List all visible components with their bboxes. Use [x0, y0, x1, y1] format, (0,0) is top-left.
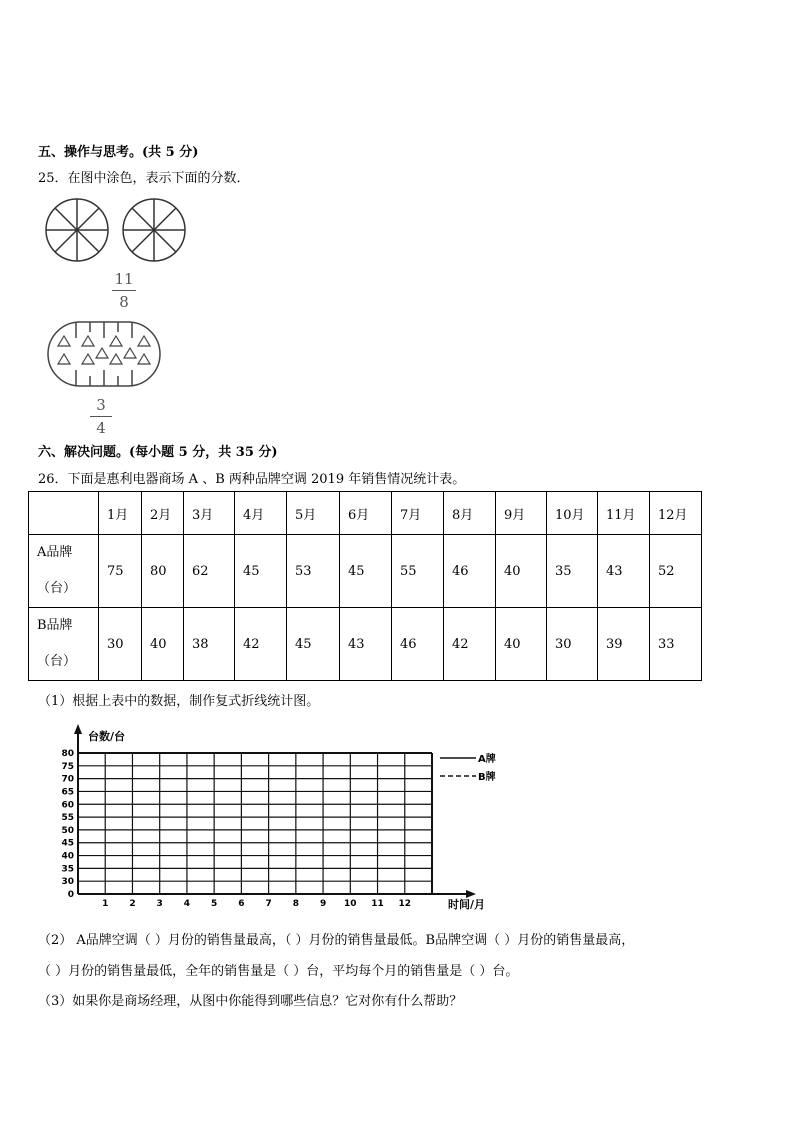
table-cell: 42 — [444, 608, 496, 681]
table-cell: 52 — [650, 535, 702, 608]
table-corner-cell — [29, 492, 99, 535]
table-cell: 46 — [444, 535, 496, 608]
q26-stem: 26．下面是惠利电器商场 A 、B 两种品牌空调 2019 年销售情况统计表。 — [38, 472, 466, 487]
y-axis-title: 台数/台 — [88, 730, 126, 743]
fraction1-numerator: 11 — [114, 270, 134, 288]
table-cell: 75 — [99, 535, 142, 608]
q26-sub2-line2: （ ）月份的销售量最低，全年的销售量是（ ）台，平均每个月的销售量是（ ）台。 — [38, 964, 519, 979]
fraction2-denominator: 4 — [96, 419, 106, 437]
y-tick-label: 60 — [61, 800, 74, 811]
q26-sub3: （3）如果你是商场经理，从图中你能得到哪些信息？它对你有什么帮助？ — [38, 994, 463, 1009]
y-axis-arrow — [74, 724, 82, 734]
legend-label: B牌 — [478, 772, 496, 783]
month-header: 10月 — [547, 492, 598, 535]
table-row-brand-b — [29, 608, 702, 681]
fraction2-numerator: 3 — [96, 396, 106, 414]
fraction-11-8 — [112, 270, 136, 311]
fraction1-denominator: 8 — [119, 293, 129, 311]
table-cell: 45 — [235, 535, 287, 608]
month-header: 6月 — [340, 492, 392, 535]
table-cell: 43 — [598, 535, 650, 608]
triangles-oval-figure — [46, 318, 164, 390]
circles-figure — [42, 196, 192, 266]
table-cell: 35 — [547, 535, 598, 608]
table-cell: 45 — [340, 535, 392, 608]
x-tick-label: 1 — [102, 899, 109, 909]
table-cell: 40 — [496, 608, 547, 681]
month-header: 8月 — [444, 492, 496, 535]
table-cell: 30 — [547, 608, 598, 681]
row-label-line2: （台） — [37, 654, 77, 669]
table-header-row — [29, 492, 702, 535]
y-tick-label: 45 — [61, 838, 74, 849]
x-tick-label: 12 — [398, 899, 412, 909]
table-cell: 38 — [184, 608, 235, 681]
y-tick-label: 55 — [61, 813, 74, 824]
y-tick-label: 75 — [61, 761, 74, 772]
section5-heading: 五、操作与思考。(共 5 分) — [38, 145, 199, 160]
table-cell: 30 — [99, 608, 142, 681]
x-tick-label: 9 — [319, 899, 327, 909]
x-axis-title: 时间/月 — [448, 898, 486, 911]
table-cell: 40 — [142, 608, 184, 681]
table-cell: 40 — [496, 535, 547, 608]
y-tick-label: 35 — [61, 864, 74, 875]
q26-sub1: （1）根据上表中的数据，制作复式折线统计图。 — [38, 694, 320, 709]
table-cell: 45 — [287, 608, 340, 681]
row-label-brand-a — [29, 535, 99, 608]
x-tick-label: 11 — [371, 899, 384, 909]
x-tick-label: 6 — [238, 899, 245, 909]
y-tick-label: 65 — [61, 787, 74, 798]
month-header: 9月 — [496, 492, 547, 535]
y-tick-label: 40 — [61, 851, 74, 862]
month-header: 11月 — [598, 492, 650, 535]
table-row-brand-a — [29, 535, 702, 608]
month-header: 2月 — [142, 492, 184, 535]
x-axis-arrow — [466, 890, 476, 898]
triangle-group — [58, 336, 150, 364]
sales-table — [28, 491, 702, 681]
fraction-3-4 — [90, 396, 112, 437]
table-cell: 46 — [392, 608, 444, 681]
x-tick-label: 5 — [211, 899, 218, 909]
blank-line-chart-grid — [56, 722, 516, 917]
x-tick-label: 3 — [156, 899, 163, 909]
y-tick-label: 0 — [67, 890, 74, 900]
x-tick-label: 7 — [265, 899, 272, 909]
month-header: 7月 — [392, 492, 444, 535]
month-header: 3月 — [184, 492, 235, 535]
month-header: 5月 — [287, 492, 340, 535]
section6-heading: 六、解决问题。(每小题 5 分，共 35 分) — [38, 445, 278, 460]
y-tick-label: 50 — [61, 825, 74, 836]
table-cell: 43 — [340, 608, 392, 681]
table-cell: 80 — [142, 535, 184, 608]
circle-eighths-2 — [123, 199, 185, 261]
table-cell: 53 — [287, 535, 340, 608]
table-cell: 55 — [392, 535, 444, 608]
q26-sub2-line1: （2） A品牌空调（ ）月份的销售量最高，（ ）月份的销售量最低。B品牌空调（ ）月份的销售量最高， — [38, 933, 635, 948]
row-label-line2: （台） — [37, 581, 77, 596]
x-tick-label: 8 — [292, 899, 299, 909]
x-tick-label: 10 — [344, 899, 357, 909]
circle-eighths-1 — [46, 199, 108, 261]
month-header: 12月 — [650, 492, 702, 535]
table-cell: 42 — [235, 608, 287, 681]
y-tick-label: 70 — [61, 774, 74, 785]
y-tick-label: 80 — [61, 749, 74, 759]
y-tick-label: 30 — [61, 877, 74, 888]
row-label-brand-b — [29, 608, 99, 681]
row-label-line1: A品牌 — [37, 545, 73, 560]
table-cell: 62 — [184, 535, 235, 608]
table-cell: 33 — [650, 608, 702, 681]
table-cell: 39 — [598, 608, 650, 681]
q25-stem: 25．在图中涂色，表示下面的分数． — [38, 171, 250, 186]
x-tick-label: 2 — [129, 899, 136, 909]
legend-label: A牌 — [478, 754, 496, 765]
month-header: 1月 — [99, 492, 142, 535]
row-label-line1: B品牌 — [37, 618, 73, 633]
month-header: 4月 — [235, 492, 287, 535]
x-tick-label: 4 — [183, 899, 191, 909]
